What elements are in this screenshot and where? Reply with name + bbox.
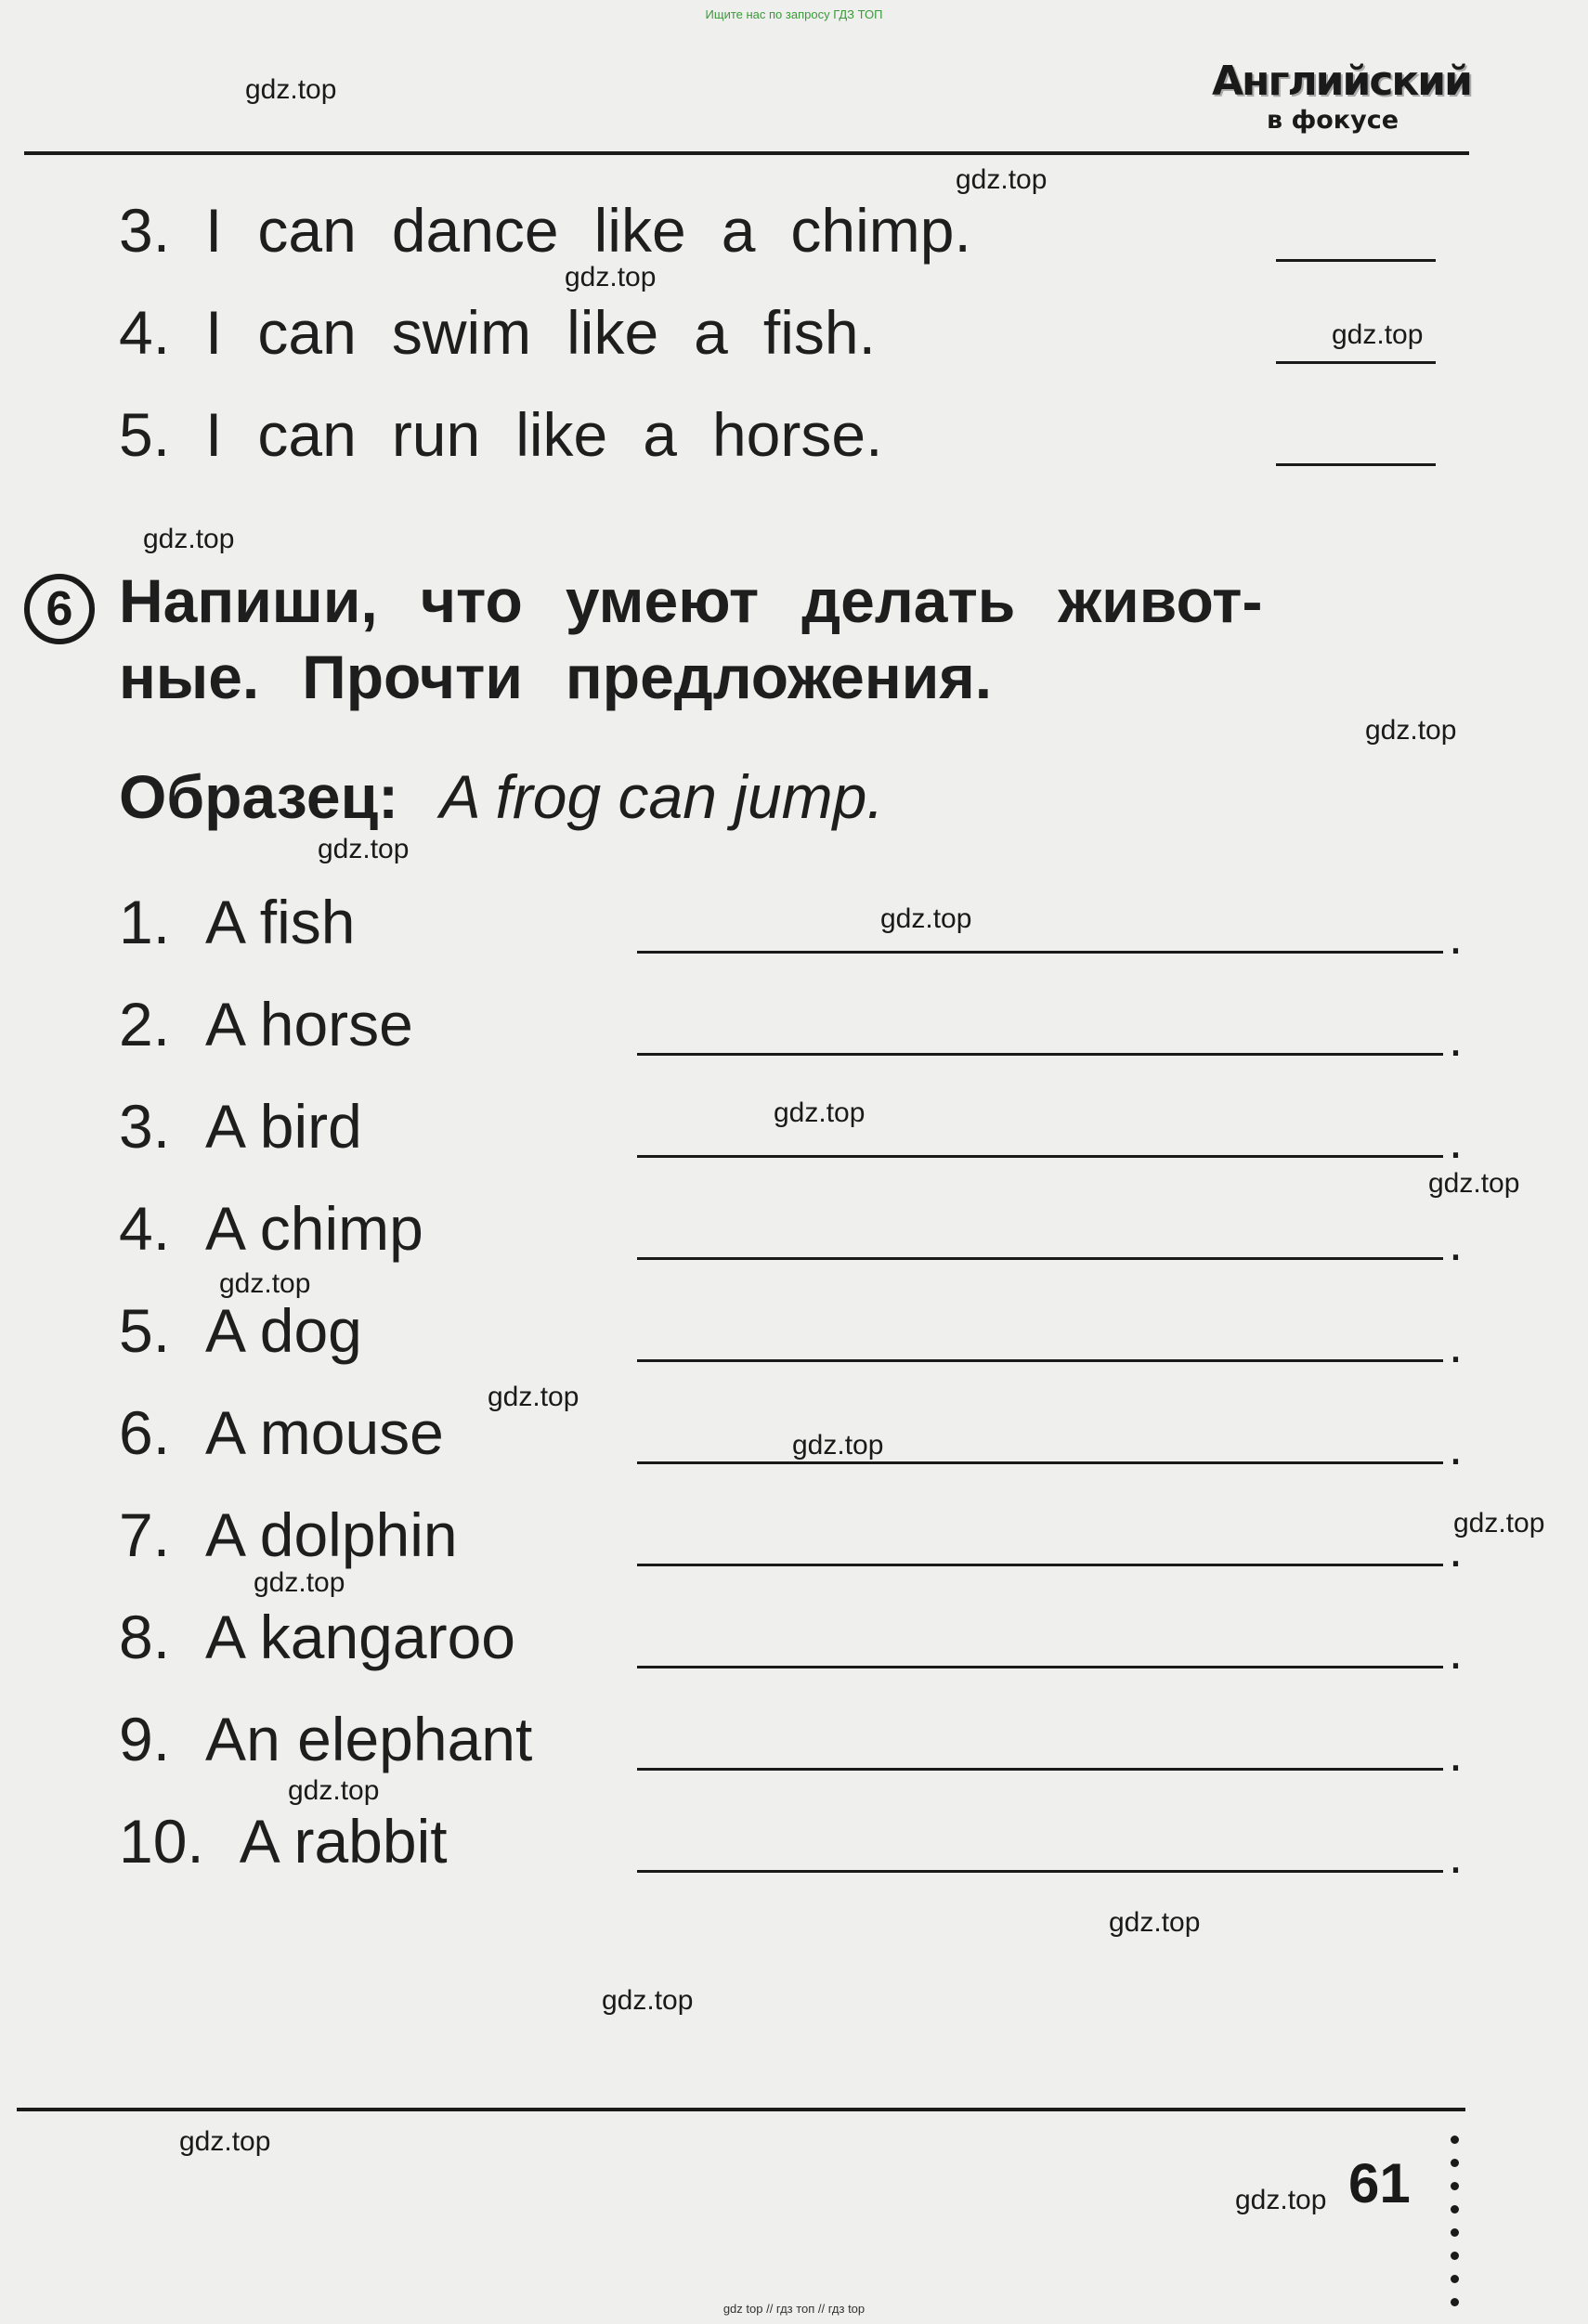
list-item: 6. A mouse [119, 1398, 444, 1467]
answer-blank[interactable] [637, 1461, 1443, 1464]
watermark: gdz.top [1332, 319, 1424, 350]
list-item: 9. An elephant [119, 1705, 533, 1773]
decorative-dots [1451, 2136, 1462, 2321]
watermark: gdz.top [1453, 1508, 1545, 1539]
brand-sub: в фокусе [1266, 106, 1399, 135]
list-item: 5. A dog [119, 1296, 362, 1365]
bottom-note: gdz top // гдз топ // гдз top [722, 2302, 866, 2316]
end-period: . [1449, 1318, 1464, 1373]
answer-blank[interactable] [637, 951, 1443, 954]
watermark: gdz.top [1428, 1168, 1520, 1199]
watermark: gdz.top [774, 1097, 866, 1128]
watermark: gdz.top [1235, 2185, 1327, 2215]
watermark: gdz.top [245, 74, 337, 105]
watermark: gdz.top [488, 1382, 579, 1412]
watermark: gdz.top [1365, 715, 1457, 746]
sample-label: Образец: [119, 762, 399, 831]
task-number-badge: 6 [24, 574, 95, 644]
answer-blank[interactable] [1276, 463, 1436, 466]
sample [119, 761, 884, 832]
end-period: . [1449, 1113, 1464, 1169]
watermark: gdz.top [956, 164, 1048, 195]
list-item: 8. A kangaroo [119, 1603, 515, 1671]
end-period: . [1449, 1828, 1464, 1884]
footer-rule [17, 2108, 1465, 2111]
watermark: gdz.top [880, 903, 972, 934]
watermark: gdz.top [179, 2126, 271, 2157]
task-title-line-1: Напиши, что умеют делать живот- [119, 566, 1263, 635]
answer-blank[interactable] [637, 1768, 1443, 1771]
end-period: . [1449, 1726, 1464, 1782]
end-period: . [1449, 1011, 1464, 1067]
list-item: 2. A horse [119, 990, 413, 1058]
watermark: gdz.top [792, 1430, 884, 1461]
brand-main: Английский [1212, 58, 1471, 105]
list-item: 10. A rabbit [119, 1807, 448, 1876]
end-period: . [1449, 909, 1464, 965]
watermark: gdz.top [565, 262, 657, 292]
brand-logo [1212, 58, 1471, 143]
answer-blank[interactable] [637, 1564, 1443, 1566]
watermark: gdz.top [288, 1775, 380, 1806]
page-number: 61 [1348, 2152, 1411, 2214]
watermark: gdz.top [1109, 1907, 1201, 1938]
answer-blank[interactable] [637, 1155, 1443, 1158]
answer-blank[interactable] [1276, 361, 1436, 364]
list-item: 3. A bird [119, 1092, 362, 1161]
list-item: 4. A chimp [119, 1194, 423, 1263]
end-period: . [1449, 1420, 1464, 1475]
top-note: Ищите нас по запросу ГДЗ ТОП [705, 7, 883, 21]
continuation-line-3: 3. I can dance like a chimp. [119, 196, 971, 265]
end-period: . [1449, 1522, 1464, 1577]
list-item: 1. A fish [119, 888, 356, 956]
watermark: gdz.top [602, 1985, 694, 2016]
answer-blank[interactable] [1276, 259, 1436, 262]
end-period: . [1449, 1624, 1464, 1680]
answer-blank[interactable] [637, 1257, 1443, 1260]
header-rule [24, 151, 1469, 155]
continuation-line-5: 5. I can run like a horse. [119, 400, 883, 469]
watermark: gdz.top [143, 524, 235, 554]
watermark: gdz.top [219, 1268, 311, 1299]
watermark: gdz.top [318, 834, 410, 864]
answer-blank[interactable] [637, 1870, 1443, 1873]
task-title-line-2: ные. Прочти предложения. [119, 643, 993, 711]
sample-text: A frog can jump. [439, 762, 884, 831]
watermark: gdz.top [254, 1567, 345, 1598]
answer-blank[interactable] [637, 1666, 1443, 1668]
end-period: . [1449, 1215, 1464, 1271]
continuation-line-4: 4. I can swim like a fish. [119, 298, 876, 367]
list-item: 7. A dolphin [119, 1500, 458, 1569]
answer-blank[interactable] [637, 1053, 1443, 1056]
answer-blank[interactable] [637, 1359, 1443, 1362]
